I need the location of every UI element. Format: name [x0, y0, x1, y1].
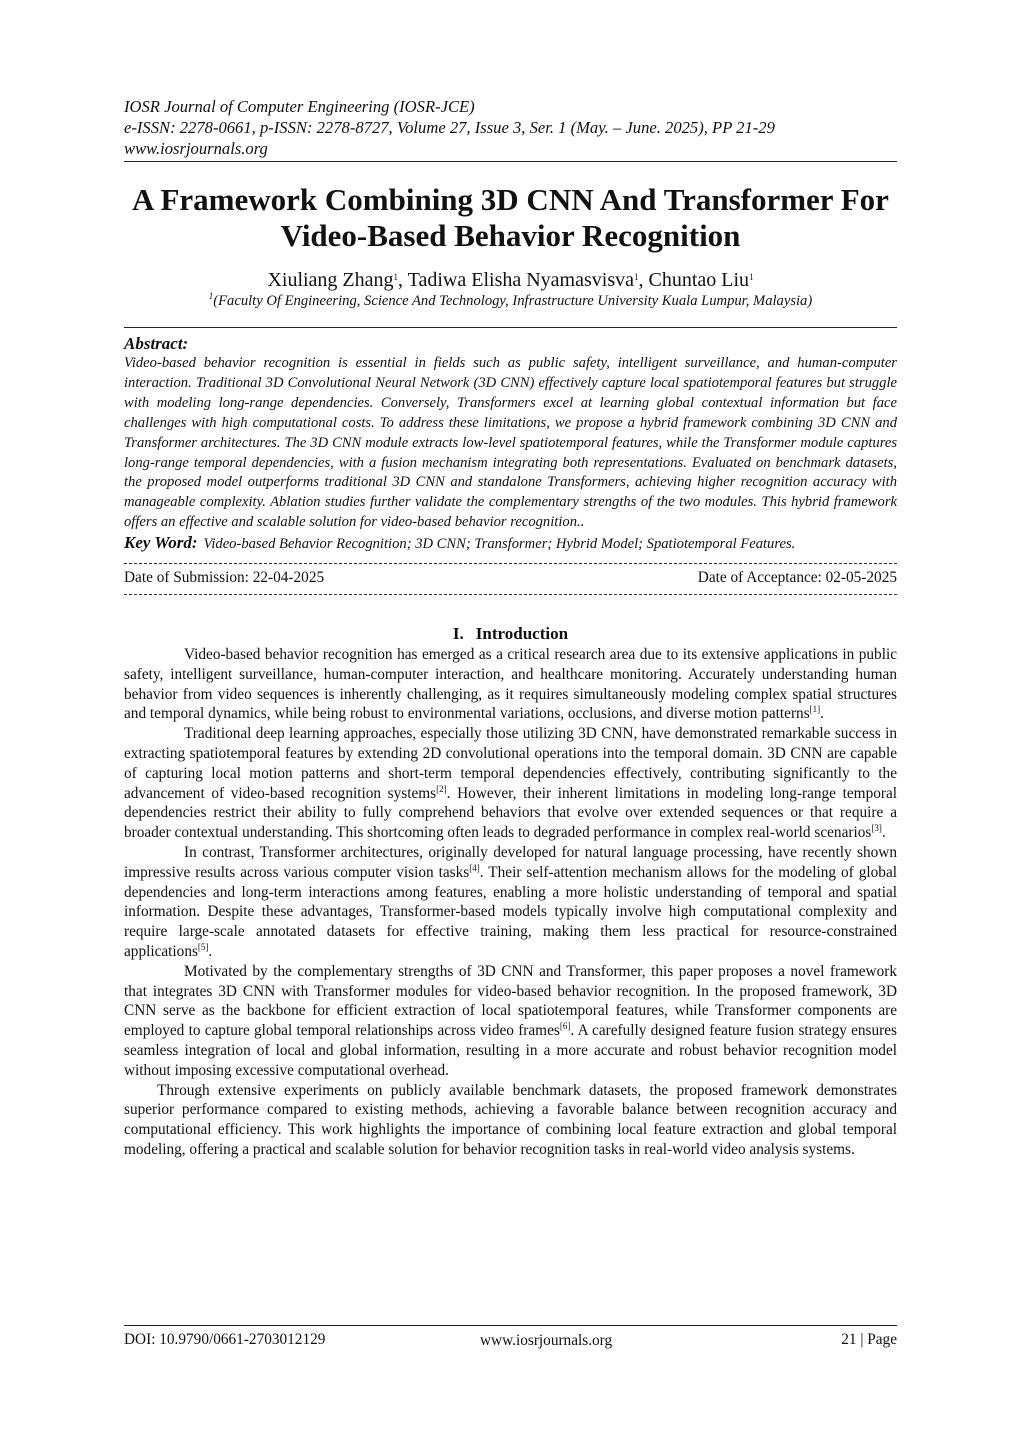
affiliation-sup: 1	[208, 291, 214, 301]
author-affil-sup: 1	[634, 272, 639, 282]
paper-title	[124, 182, 897, 254]
section-number: I.	[452, 624, 464, 644]
citation: [6]	[559, 1021, 571, 1032]
acceptance-date: Date of Acceptance: 02-05-2025	[697, 569, 897, 587]
author-name: Chuntao Liu	[648, 269, 750, 291]
intro-paragraph: In contrast, Transformer architectures, originally developed for natural language processing, have recently shown impressive results across various computer vision tasks[4]. Their self-attention mechanism allows for the modeling of global dependencies and long-term interactions among features, enabling a more holistic understanding of temporal and spatial information. Despite these advantages, Transformer-based models typically involve high computational complexity and require large-scale annotated datasets for effective training, making them less practical for resource-constrained applications[5].	[124, 844, 897, 961]
citation: [2]	[436, 783, 447, 794]
abstract-heading: Abstract:	[124, 334, 189, 353]
citation: [3]	[871, 823, 882, 834]
header-rule	[124, 161, 897, 162]
citation: [4]	[469, 862, 480, 873]
intro-paragraph: Motivated by the complementary strengths of 3D CNN and Transformer, this paper proposes a novel framework that integrates 3D CNN with Transformer modules for video-based behavior recognition. In the proposed framework, 3D CNN serve as the backbone for efficient extraction of local spatiotemporal features, while Transformer components are employed to capture global temporal relationships across video frames[6]. A carefully designed feature fusion strategy ensures seamless integration of local and global information, resulting in a more accurate and robust behavior recognition model without imposing excessive computational overhead.	[124, 962, 897, 1079]
affiliation	[124, 292, 897, 311]
intro-paragraph: Through extensive experiments on publicly available benchmark datasets, the proposed framework demonstrates superior performance compared to existing methods, achieving a favorable balance between recognition accuracy and computational efficiency. This work highlights the importance of combining local feature extraction and global temporal modeling, offering a practical and scalable solution for behavior recognition tasks in real-world video analysis systems.	[124, 1081, 897, 1158]
page-footer	[124, 1325, 897, 1350]
keywords	[124, 533, 897, 555]
journal-name: IOSR Journal of Computer Engineering (IOSR-JCE)	[124, 97, 475, 116]
citation: [1]	[809, 704, 821, 715]
footer-doi: DOI: 10.9790/0661-2703012129	[124, 1331, 326, 1348]
author-affil-sup: 1	[393, 272, 399, 282]
intro-paragraph: Traditional deep learning approaches, especially those utilizing 3D CNN, have demonstrated remarkable success in extracting spatiotemporal features by extending 2D convolutional operations into the temporal domain. 3D CNN are capable of capturing local motion patterns and short-term temporal dependencies effectively, contributing significantly to the advancement of video-based recognition systems[2]. However, their inherent limitations in modeling long-range temporal dependencies restrict their ability to fully comprehend behaviors that evolve over extended sequences or that require a broader contextual understanding. This shortcoming often leads to degraded performance in complex real-world scenarios[3].	[124, 725, 897, 842]
dashed-separator-bottom	[124, 594, 897, 595]
author-name: Tadiwa Elisha Nyamasvisva	[407, 269, 634, 291]
keywords-text: Video-based Behavior Recognition; 3D CNN; Transformer; Hybrid Model; Spatiotemporal Features.	[203, 536, 796, 553]
keywords-label: Key Word:	[124, 533, 198, 553]
journal-issn-line: e-ISSN: 2278-0661, p-ISSN: 2278-8727, Volume 27, Issue 3, Ser. 1 (May. – June. 2025), PP 21-29	[124, 118, 775, 137]
intro-paragraph: Video-based behavior recognition has emerged as a critical research area due to its extensive applications in public safety, intelligent surveillance, human-computer interaction, and healthcare monitoring. Accurately understanding human behavior from video sequences is inherently challenging, as it requires simultaneously modeling complex spatial structures and temporal dynamics, while being robust to environmental variations, occlusions, and diverse motion patterns[1].	[124, 646, 897, 723]
page-label: Page	[867, 1331, 897, 1348]
author-affil-sup: 1	[749, 272, 754, 282]
title-line-1: A Framework Combining 3D CNN And Transformer For	[132, 182, 889, 217]
section-title: Introduction	[475, 624, 569, 644]
affiliation-text: (Faculty Of Engineering, Science And Technology, Infrastructure University Kuala Lumpur, Malaysia)	[213, 293, 813, 309]
abstract-text: Video-based behavior recognition is essential in fields such as public safety, intelligent surveillance, and human-computer interaction. Traditional 3D Convolutional Neural Network (3D CNN) effectively capture local spatiotemporal features but struggle with modeling long-range dependencies. Conversely, Transformers excel at learning global contextual information but face challenges with high computational costs. To address these limitations, we propose a hybrid framework combining 3D CNN and Transformer architectures. The 3D CNN module extracts low-level spatiotemporal features, while the Transformer module captures long-range temporal dependencies, with a fusion mechanism integrating both representations. Evaluated on benchmark datasets, the proposed model outperforms traditional 3D CNN and standalone Transformers, achieving higher recognition accuracy with manageable complexity. Ablation studies further validate the complementary strengths of the two modules. This hybrid framework offers an effective and scalable solution for video-based behavior recognition..	[124, 355, 897, 531]
citation: [5]	[197, 942, 209, 953]
paper-page	[124, 96, 897, 1160]
dashed-separator-top	[124, 563, 897, 564]
footer-page: 21 | Page	[841, 1331, 897, 1348]
page-number: 21	[841, 1331, 857, 1348]
title-line-2: Video-Based Behavior Recognition	[280, 218, 741, 253]
footer-website: www.iosrjournals.org	[480, 1332, 613, 1349]
journal-website: www.iosrjournals.org	[124, 139, 268, 158]
section-heading	[124, 623, 897, 645]
abstract-rule	[124, 327, 897, 328]
author-list: Xiuliang Zhang$^1$, Tadiwa Elisha Nyamasvisva$^1$, Chuntao Liu$^1$	[267, 269, 754, 291]
dates-row	[124, 568, 897, 588]
author-name: Xiuliang Zhang	[267, 269, 394, 291]
submission-date: Date of Submission: 22-04-2025	[124, 569, 325, 587]
